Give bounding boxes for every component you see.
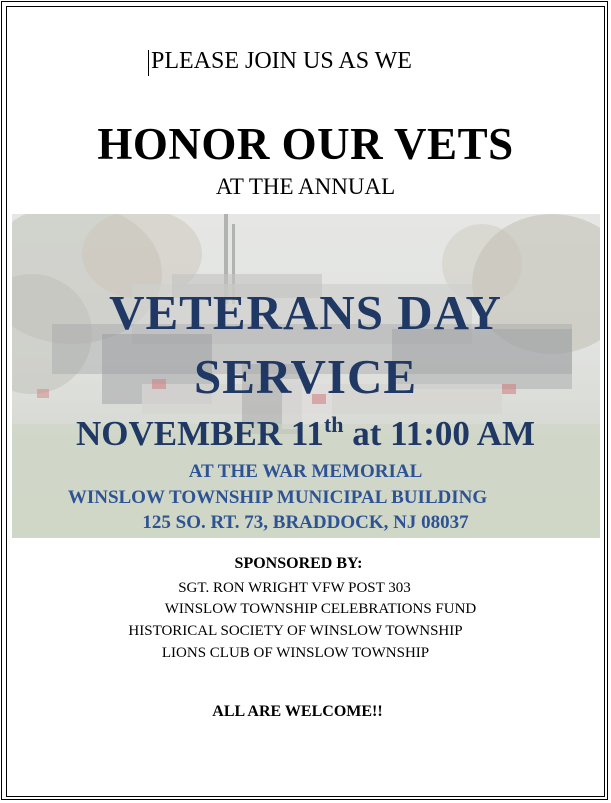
event-date-time xyxy=(0,414,611,454)
event-time: at 11:00 AM xyxy=(352,414,536,453)
closing-line: ALL ARE WELCOME!! xyxy=(212,703,383,720)
invite-line: PLEASE JOIN US AS WE xyxy=(151,48,412,74)
sponsor-item: WINSLOW TOWNSHIP CELEBRATIONS FUND xyxy=(164,601,477,617)
date-ordinal-suffix: th xyxy=(323,412,344,437)
sponsor-item: HISTORICAL SOCIETY OF WINSLOW TOWNSHIP xyxy=(128,623,463,639)
location-line1: AT THE WAR MEMORIAL xyxy=(188,461,423,482)
event-title-line1: VETERANS DAY xyxy=(109,285,502,340)
sponsor-item: LIONS CLUB OF WINSLOW TOWNSHIP xyxy=(161,645,430,661)
location-line2: WINSLOW TOWNSHIP MUNICIPAL BUILDING xyxy=(67,487,488,508)
sponsored-by-label: SPONSORED BY: xyxy=(234,555,363,572)
location-line3: 125 SO. RT. 73, BRADDOCK, NJ 08037 xyxy=(142,512,469,533)
headline: HONOR OUR VETS xyxy=(97,119,514,169)
subheadline: AT THE ANNUAL xyxy=(215,174,396,199)
sponsor-item: SGT. RON WRIGHT VFW POST 303 xyxy=(178,580,411,596)
text-cursor xyxy=(148,50,149,76)
event-title-line2: SERVICE xyxy=(193,349,418,404)
event-date: NOVEMBER 11 xyxy=(75,414,324,453)
